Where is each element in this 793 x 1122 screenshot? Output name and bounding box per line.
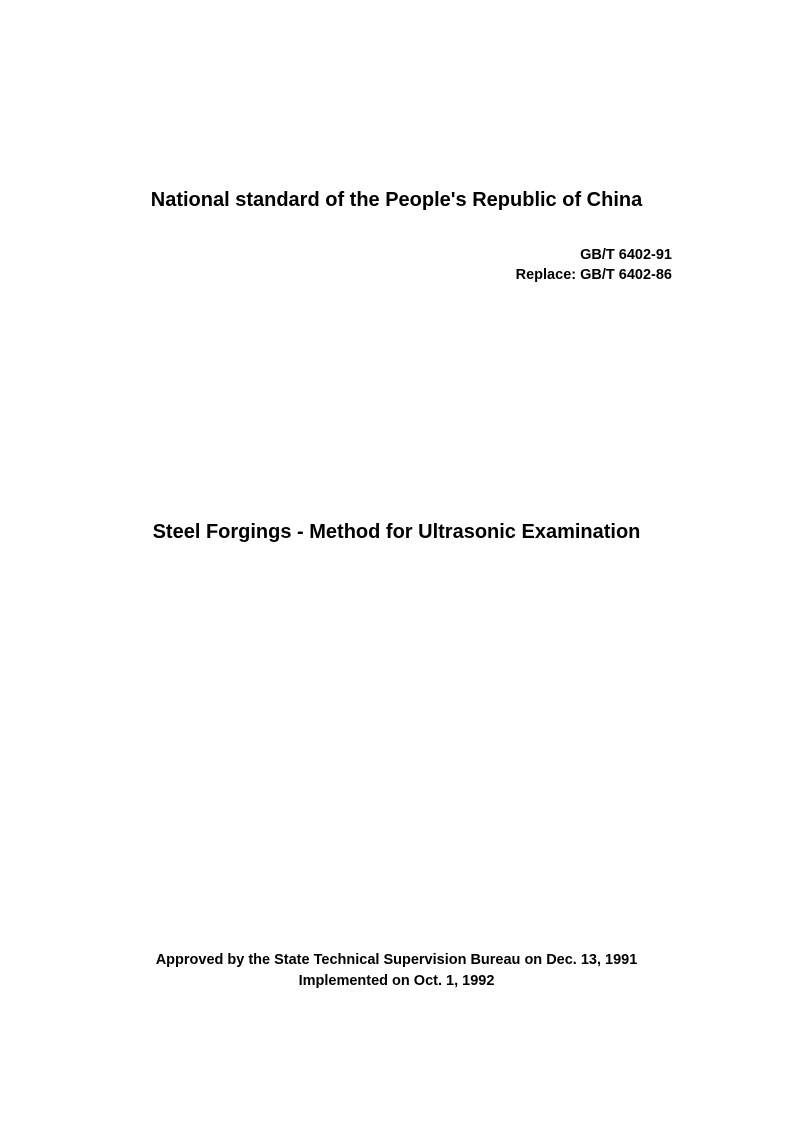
approval-block xyxy=(0,950,793,992)
standard-code-block xyxy=(516,245,672,285)
standard-heading: National standard of the People's Republic of China xyxy=(150,189,643,211)
document-title: Steel Forgings - Method for Ultrasonic Examination xyxy=(152,521,641,543)
standard-code: GB/T 6402-91 xyxy=(580,247,672,263)
replaces-code: Replace: GB/T 6402-86 xyxy=(515,267,672,283)
approval-line: Approved by the State Technical Supervision Bureau on Dec. 13, 1991 xyxy=(155,952,638,968)
implementation-line: Implemented on Oct. 1, 1992 xyxy=(298,973,495,989)
